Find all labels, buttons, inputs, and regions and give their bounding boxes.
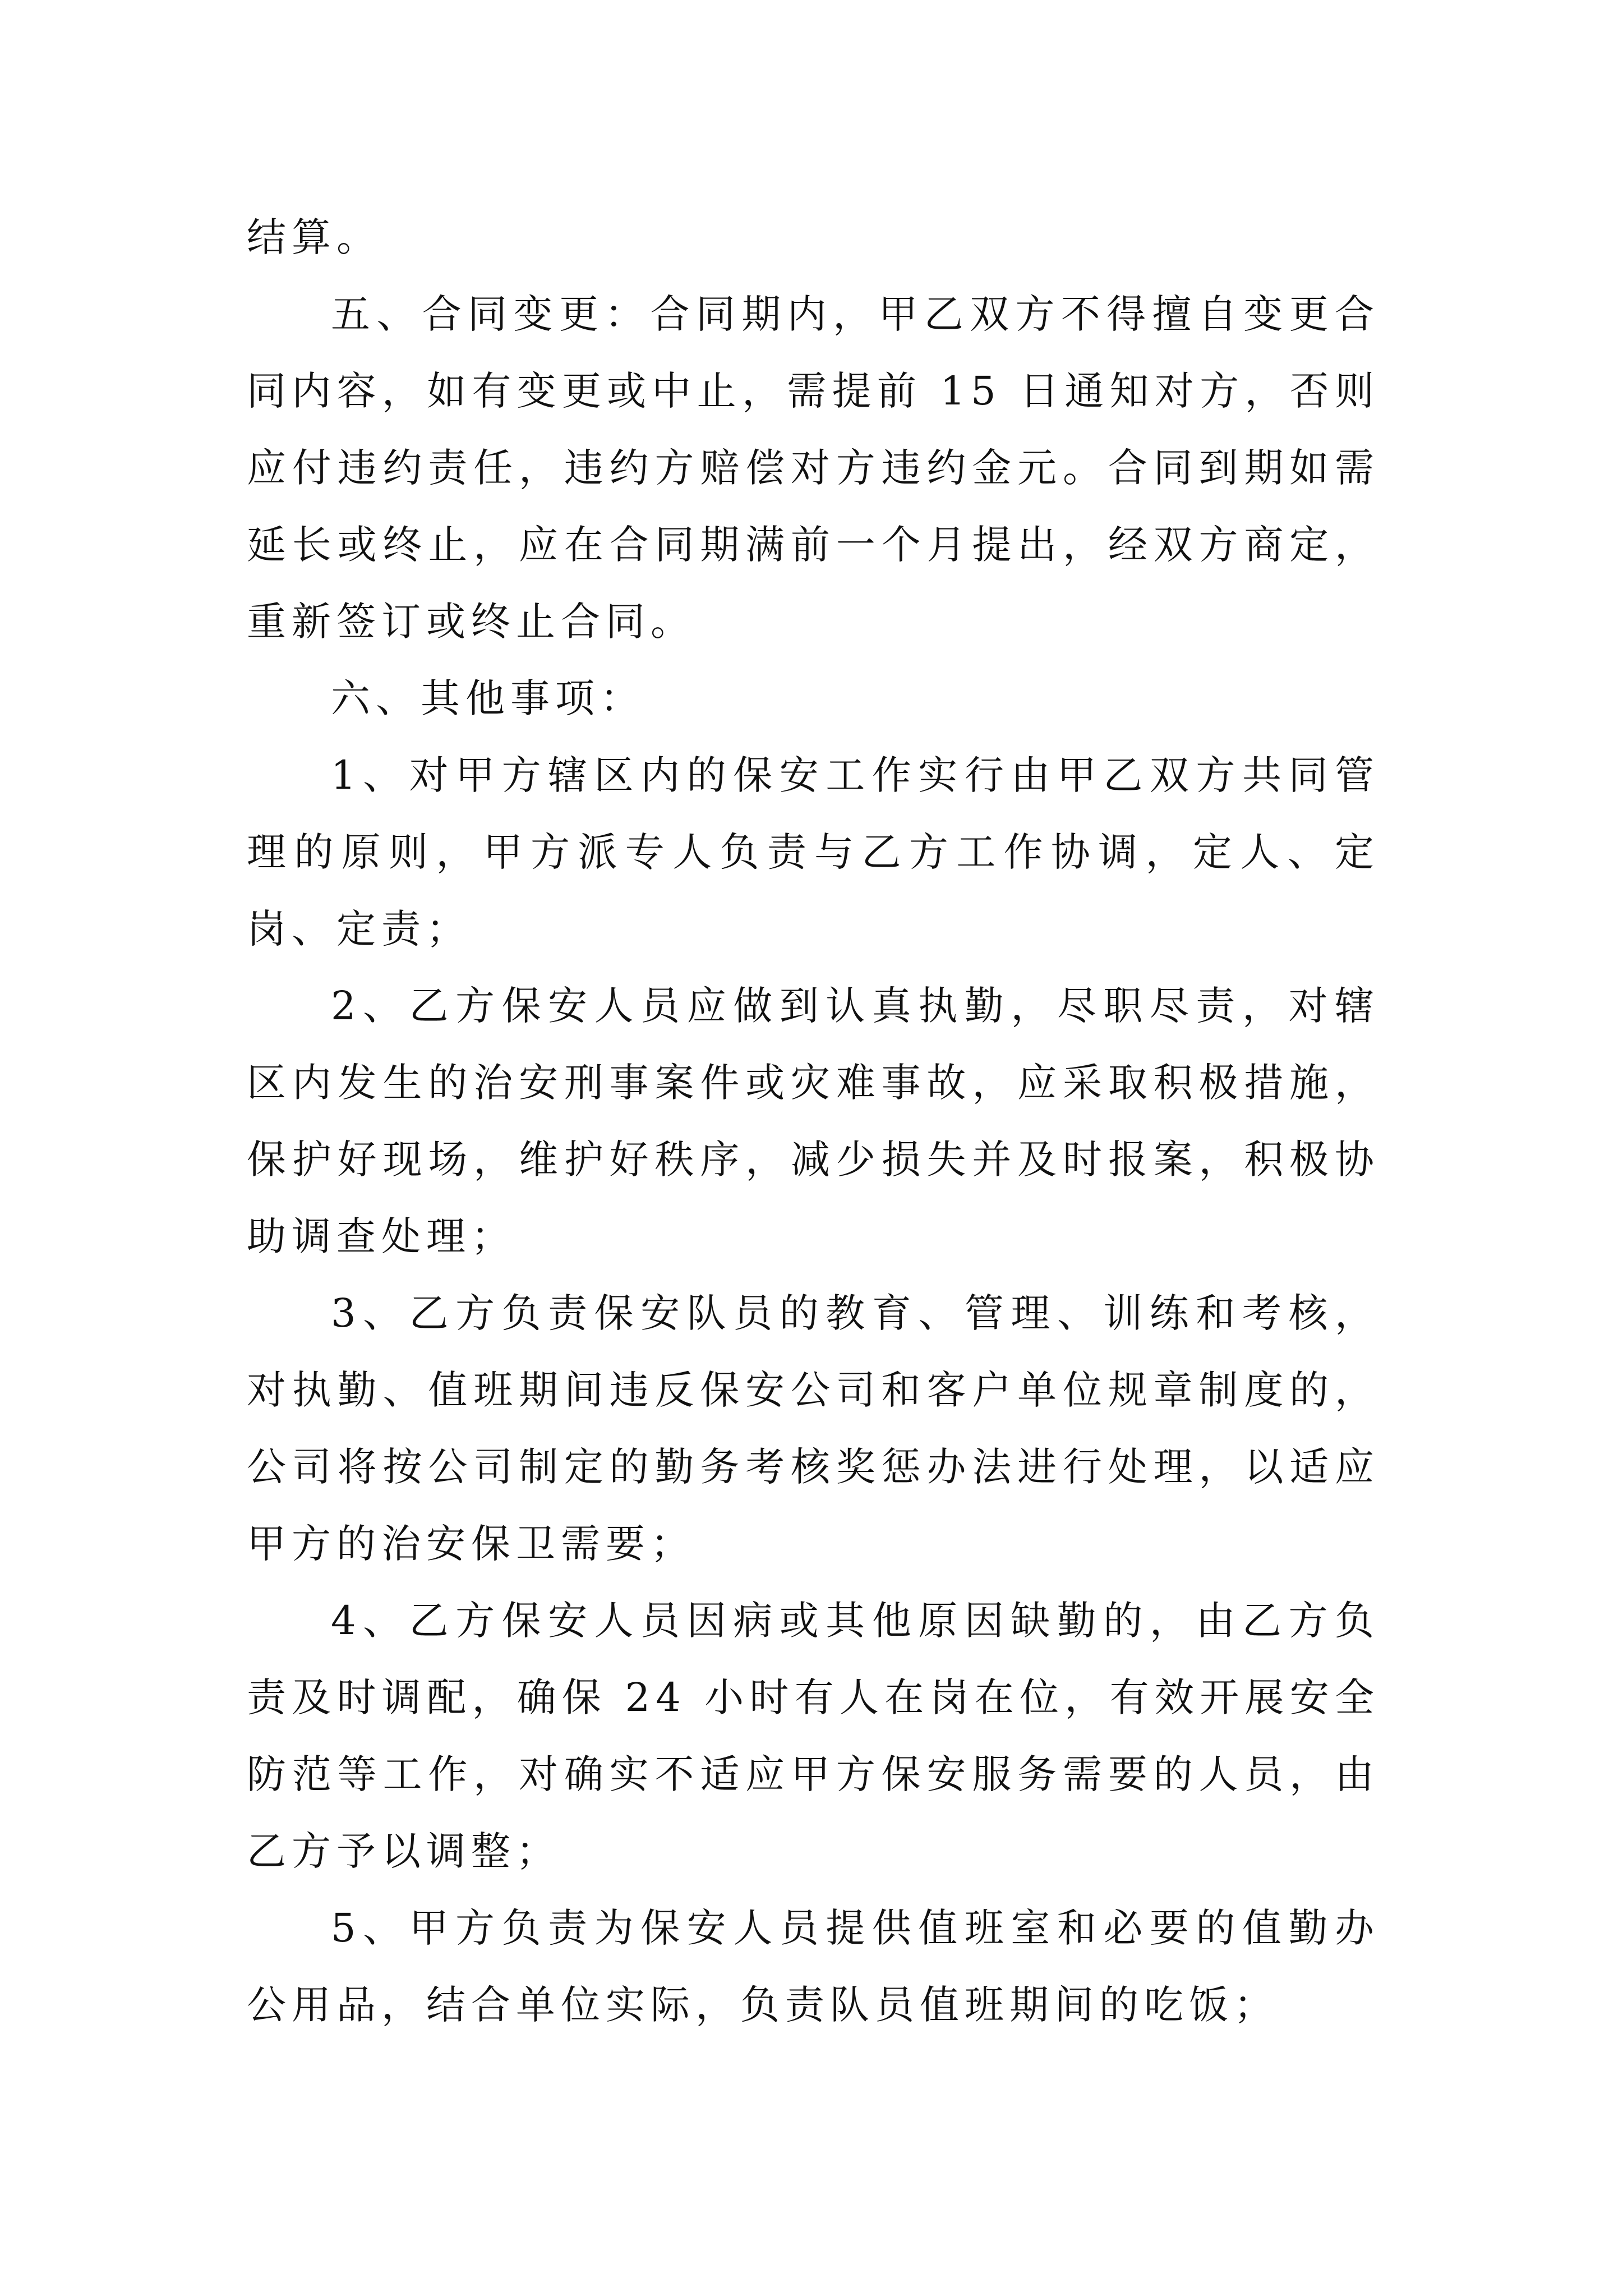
paragraph-contract-change: 五、合同变更：合同期内，甲乙双方不得擅自变更合同内容，如有变更或中止，需提前 15 日通知对方，否则应付违约责任，违约方赔偿对方违约金元。合同到期如需延长或终止，应在合同期满前一个月提出，经双方商定，重新签订或终止合同。: [247, 291, 1380, 645]
document-body: [247, 199, 1380, 2044]
paragraph-item-4: 4、乙方保安人员因病或其他原因缺勤的，由乙方负责及时调配，确保 24 小时有人在岗在位，有效开展安全防范等工作，对确实不适应甲方保安服务需要的人员，由乙方予以调整；: [247, 1598, 1380, 1874]
paragraph-item-5: 5、甲方负责为保安人员提供值班室和必要的值勤办公用品，结合单位实际，负责队员值班期间的吃饭；: [247, 1905, 1380, 2028]
paragraph-item-2: 2、乙方保安人员应做到认真执勤，尽职尽责，对辖区内发生的治安刑事案件或灾难事故，应采取积极措施，保护好现场，维护好秩序，减少损失并及时报案，积极协助调查处理；: [247, 983, 1380, 1259]
paragraph-settlement-end: 结算。: [247, 214, 381, 260]
paragraph-item-1: 1、对甲方辖区内的保安工作实行由甲乙双方共同管理的原则，甲方派专人负责与乙方工作协调，定人、定岗、定责；: [247, 752, 1380, 952]
paragraph-other-matters-heading: 六、其他事项：: [331, 675, 645, 721]
paragraph-item-3: 3、乙方负责保安队员的教育、管理、训练和考核，对执勤、值班期间违反保安公司和客户单位规章制度的，公司将按公司制定的勤务考核奖惩办法进行处理，以适应甲方的治安保卫需要；: [247, 1290, 1380, 1567]
